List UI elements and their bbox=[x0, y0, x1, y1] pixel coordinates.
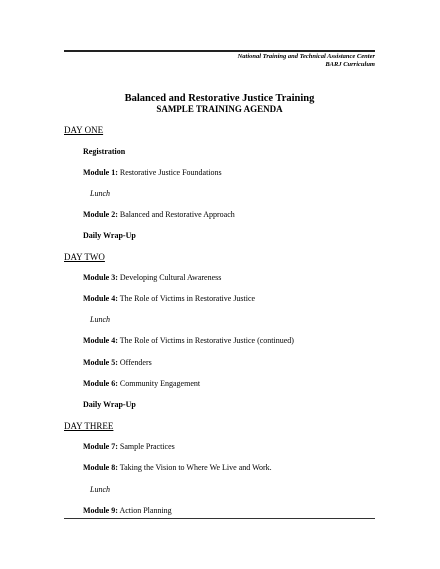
module-label: Module 9: bbox=[83, 506, 118, 515]
module-title: Balanced and Restorative Approach bbox=[117, 210, 235, 219]
lunch-break-day-one: Lunch bbox=[90, 189, 110, 198]
module-title: Restorative Justice Foundations bbox=[117, 168, 222, 177]
lunch-break-day-three: Lunch bbox=[90, 485, 110, 494]
bottom-rule bbox=[64, 518, 375, 519]
agenda-item-wrap-up-day-two: Daily Wrap-Up bbox=[83, 400, 136, 409]
module-title: Sample Practices bbox=[117, 442, 175, 451]
module-label: Module 7: bbox=[83, 442, 118, 451]
module-label: Module 5: bbox=[83, 358, 118, 367]
module-title: Taking the Vision to Where We Live and Work. bbox=[117, 463, 272, 472]
day-heading-three: DAY THREE bbox=[64, 421, 114, 431]
lunch-break-day-two: Lunch bbox=[90, 315, 110, 324]
agenda-item-wrap-up-day-one: Daily Wrap-Up bbox=[83, 231, 136, 240]
module-title: The Role of Victims in Restorative Justice (continued) bbox=[117, 336, 294, 345]
module-label: Module 4: bbox=[83, 294, 118, 303]
module-title: Action Planning bbox=[117, 506, 172, 515]
header-organization: National Training and Technical Assistance Center bbox=[237, 53, 375, 60]
day-heading-two: DAY TWO bbox=[64, 252, 105, 262]
module-label: Module 3: bbox=[83, 273, 118, 282]
agenda-item-module-2 bbox=[83, 210, 235, 220]
module-title: Community Engagement bbox=[117, 379, 201, 388]
module-title: Offenders bbox=[117, 358, 152, 367]
document-title: Balanced and Restorative Justice Training bbox=[124, 93, 315, 104]
module-title: Developing Cultural Awareness bbox=[117, 273, 222, 282]
module-label: Module 4: bbox=[83, 336, 118, 345]
agenda-item-module-7 bbox=[83, 442, 175, 452]
top-rule bbox=[64, 50, 375, 52]
module-label: Module 1: bbox=[83, 168, 118, 177]
agenda-item-module-3 bbox=[83, 273, 221, 283]
module-title: The Role of Victims in Restorative Justice bbox=[117, 294, 256, 303]
agenda-item-module-4 bbox=[83, 294, 255, 304]
agenda-item-module-8 bbox=[83, 463, 272, 473]
agenda-item-module-4-continued bbox=[83, 336, 294, 346]
agenda-item-module-1 bbox=[83, 168, 222, 178]
document-subtitle: SAMPLE TRAINING AGENDA bbox=[156, 104, 283, 114]
agenda-item-module-9 bbox=[83, 506, 172, 516]
module-label: Module 2: bbox=[83, 210, 118, 219]
agenda-item-module-5 bbox=[83, 358, 152, 368]
agenda-item-module-6 bbox=[83, 379, 200, 389]
module-label: Module 8: bbox=[83, 463, 118, 472]
header-curriculum: BARJ Curriculum bbox=[325, 61, 375, 68]
day-heading-one: DAY ONE bbox=[64, 125, 104, 135]
agenda-item-registration: Registration bbox=[83, 147, 126, 156]
module-label: Module 6: bbox=[83, 379, 118, 388]
